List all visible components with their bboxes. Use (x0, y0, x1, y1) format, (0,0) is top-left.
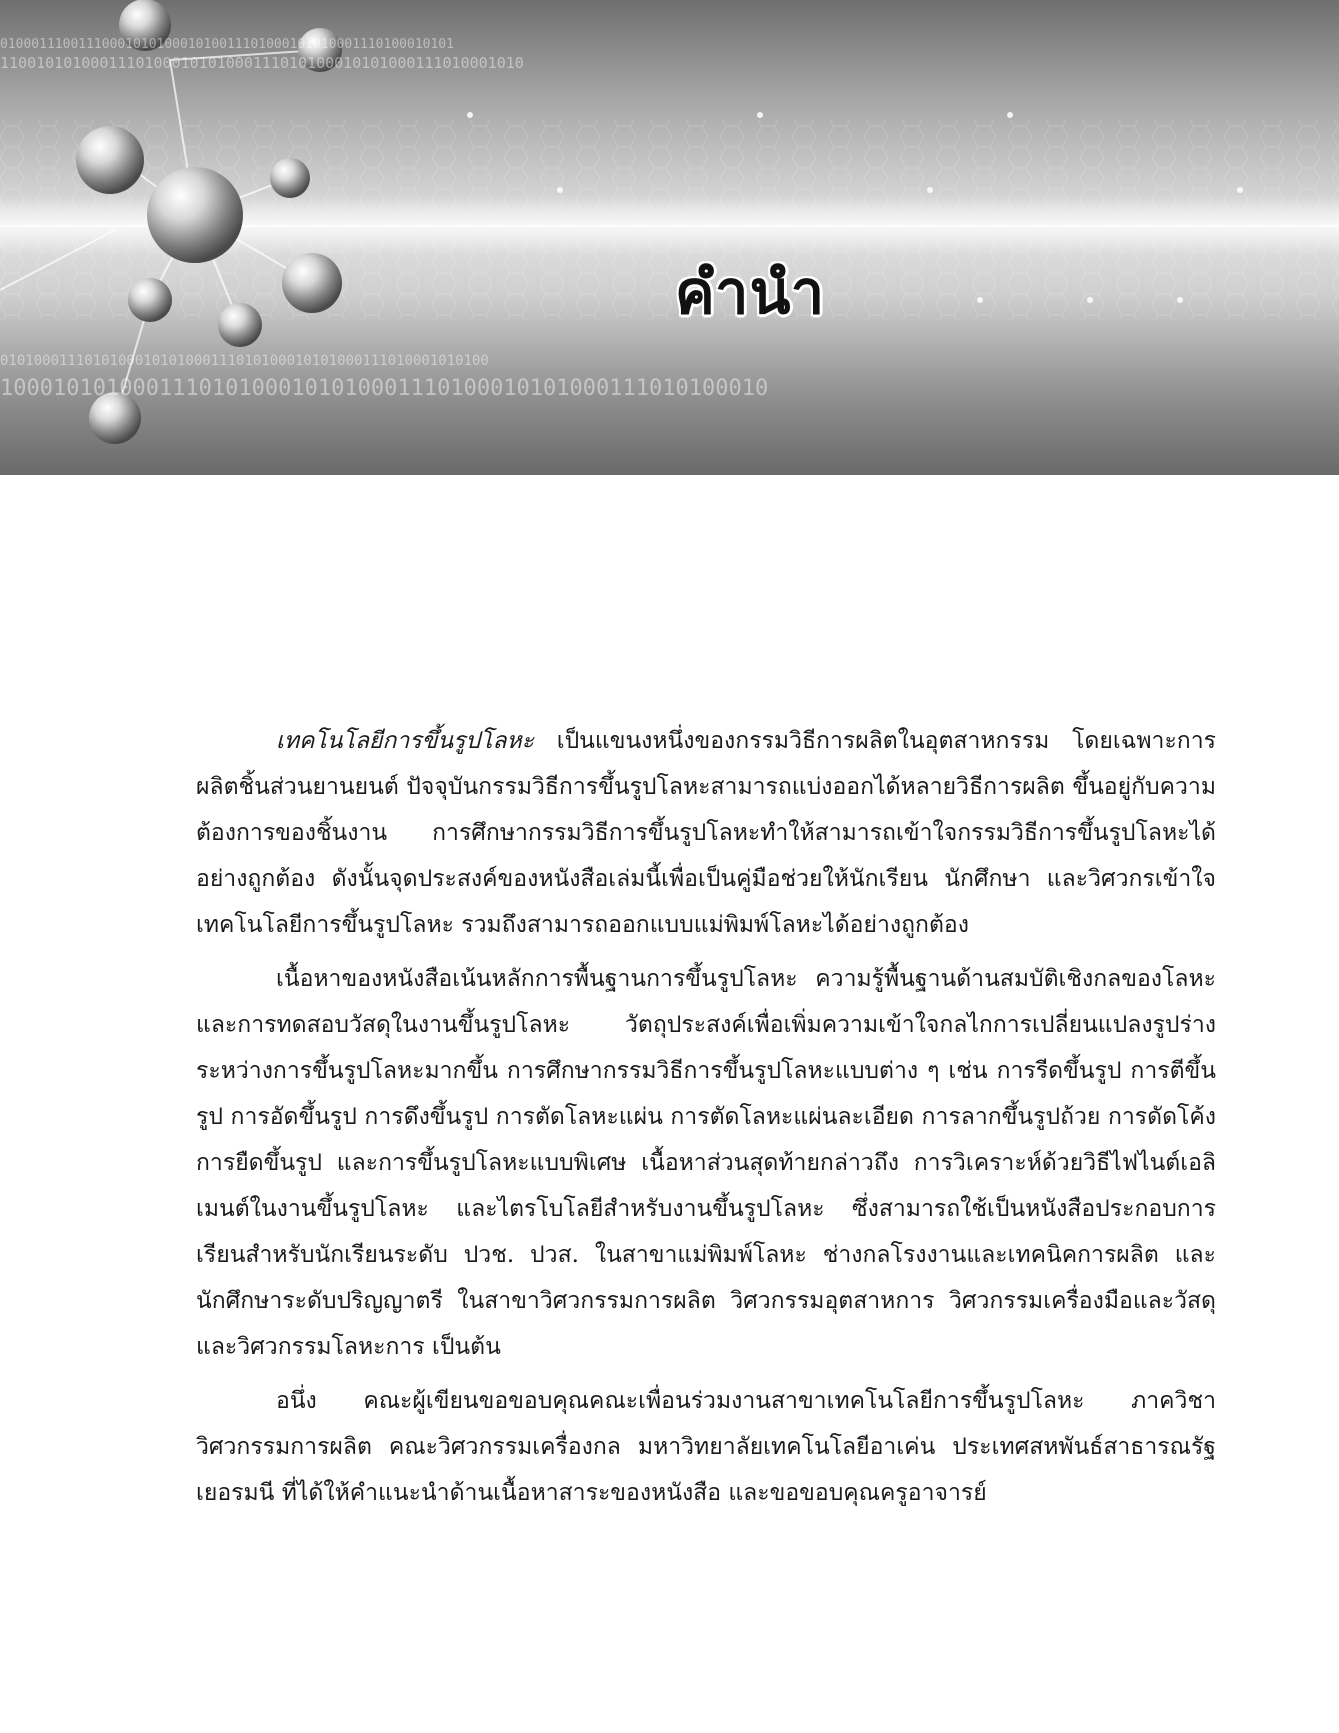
binary-row-4: 1000101010001110101000101010001110100010101000111010100010 (0, 376, 769, 401)
binary-row-1: 0100011100111000101010001010011101000101010001110100010101 (0, 37, 454, 52)
molecule-center-sphere (147, 167, 243, 263)
binary-row-2: 1100101010001110100010101000111010100010101000111010001010 (0, 54, 524, 72)
paragraph-1 (196, 718, 1216, 948)
header-banner (0, 0, 1339, 475)
preface-body (196, 718, 1216, 1524)
molecule-graphic (0, 0, 1339, 475)
book-title-italic: เทคโนโลยีการขึ้นรูปโลหะ (276, 728, 534, 754)
paragraph-3: อนึ่ง คณะผู้เขียนขอขอบคุณคณะเพื่อนร่วมงานสาขาเทคโนโลยีการขึ้นรูปโลหะ ภาควิชาวิศวกรรมการผลิต คณะวิศวกรรมเครื่องกล มหาวิทยาลัยเทคโนโลยีอาเค่น ประเทศสหพันธ์สาธารณรัฐเยอรมนี ที่ได้ให้คำแนะนำด้านเนื้อหาสาระของหนังสือ และขอขอบคุณครูอาจารย์ (196, 1388, 1216, 1506)
paragraph-2: เนื้อหาของหนังสือเน้นหลักการพื้นฐานการขึ้นรูปโลหะ ความรู้พื้นฐานด้านสมบัติเชิงกลของโลหะ และการทดสอบวัสดุในงานขึ้นรูปโลหะ วัตถุประสงค์เพื่อเพิ่มความเข้าใจกลไกการเปลี่ยนแปลงรูปร่างระหว่างการขึ้นรูปโลหะมากขึ้น การศึกษากรรมวิธีการขึ้นรูปโลหะแบบต่าง ๆ เช่น การรีดขึ้นรูป การตีขึ้นรูป การอัดขึ้นรูป การดึงขึ้นรูป การตัดโลหะแผ่น การตัดโลหะแผ่นละเอียด การลากขึ้นรูปถ้วย การดัดโค้ง การยืดขึ้นรูป และการขึ้นรูปโลหะแบบพิเศษ เนื้อหาส่วนสุดท้ายกล่าวถึง การวิเคราะห์ด้วยวิธีไฟไนต์เอลิเมนต์ในงานขึ้นรูปโลหะ และไตรโบโลยีสำหรับงานขึ้นรูปโลหะ ซึ่งสามารถใช้เป็นหนังสือประกอบการเรียนสำหรับนักเรียนระดับ ปวช. ปวส. ในสาขาแม่พิมพ์โลหะ ช่างกลโรงงานและเทคนิคการผลิต และนักศึกษาระดับปริญญาตรี ในสาขาวิศวกรรมการผลิต วิศวกรรมอุตสาหการ วิศวกรรมเครื่องมือและวัสดุ และวิศวกรรมโลหะการ เป็นต้น (196, 966, 1216, 1360)
binary-row-3: 0101000111010100010101000111010100010101000111010001010100 (0, 353, 489, 369)
page-title: คำนำ (674, 258, 826, 328)
paragraph-1-text: เป็นแขนงหนึ่งของกรรมวิธีการผลิตในอุตสาหกรรม โดยเฉพาะการผลิตชิ้นส่วนยานยนต์ ปัจจุบันกรรมวิธีการขึ้นรูปโลหะสามารถแบ่งออกได้หลายวิธีการผลิต ขึ้นอยู่กับความต้องการของชิ้นงาน การศึกษากรรมวิธีการขึ้นรูปโลหะทำให้สามารถเข้าใจกรรมวิธีการขึ้นรูปโลหะได้อย่างถูกต้อง ดังนั้นจุดประสงค์ของหนังสือเล่มนี้เพื่อเป็นคู่มือช่วยให้นักเรียน นักศึกษา และวิศวกรเข้าใจเทคโนโลยีการขึ้นรูปโลหะ รวมถึงสามารถออกแบบแม่พิมพ์โลหะได้อย่างถูกต้อง (196, 728, 1216, 938)
